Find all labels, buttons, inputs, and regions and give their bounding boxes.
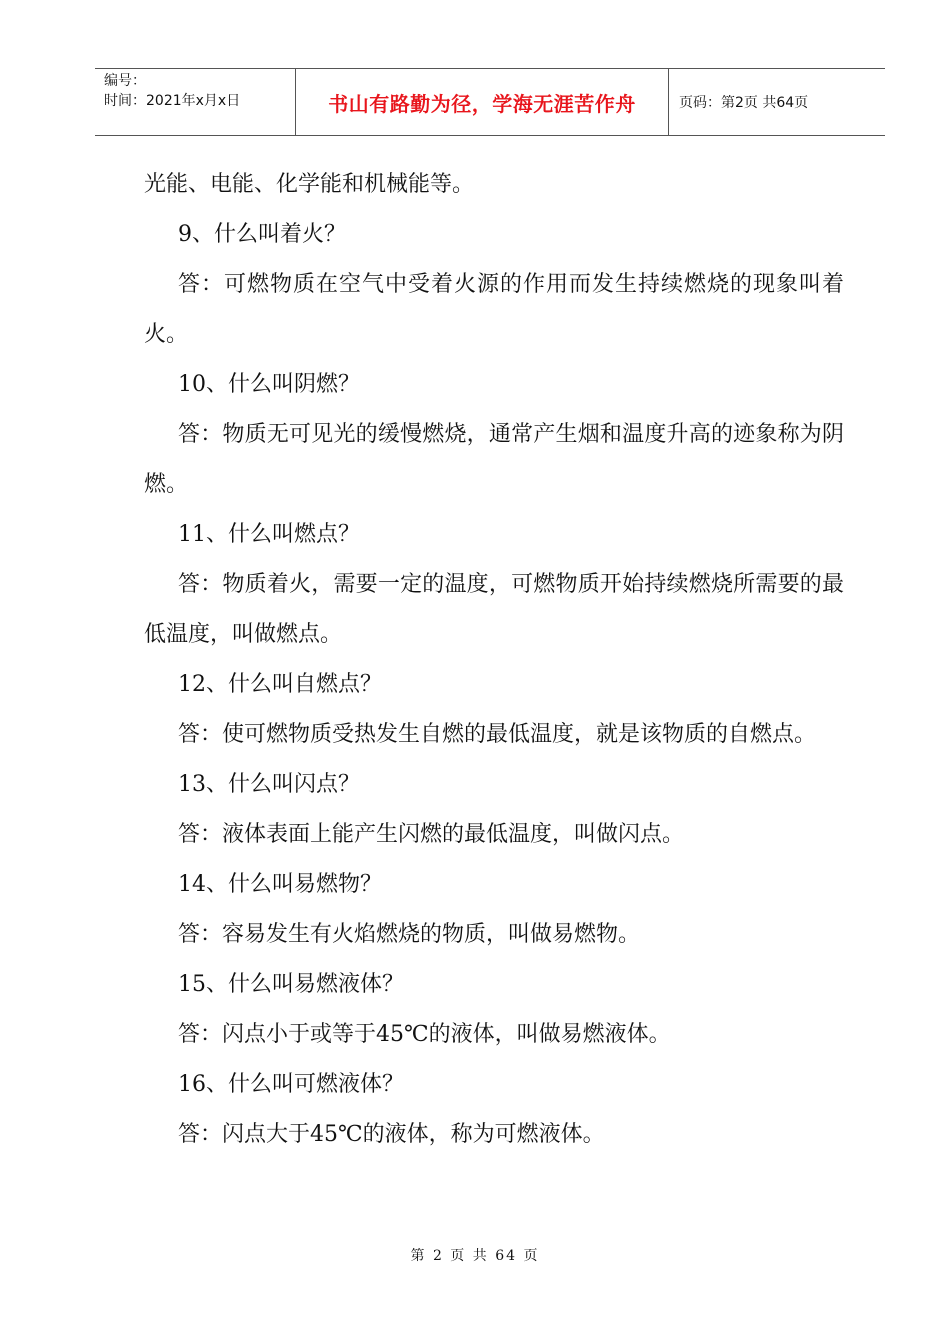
question: 16、什么叫可燃液体？ (178, 1072, 404, 1097)
document-body (144, 160, 844, 1160)
question: 15、什么叫易燃液体？ (178, 972, 404, 997)
answer: 答：物质无可见光的缓慢燃烧，通常产生烟和温度升高的迹象称为阴燃。 (144, 422, 844, 497)
answer: 答：物质着火，需要一定的温度，可燃物质开始持续燃烧所需要的最低温度，叫做燃点。 (144, 572, 844, 647)
paragraph: 光能、电能、化学能和机械能等。 (144, 172, 475, 197)
header-page-info: 页码：第2页 共64页 (679, 95, 809, 111)
header-meta (95, 69, 296, 135)
answer: 答：容易发生有火焰燃烧的物质，叫做易燃物。 (178, 922, 641, 947)
question: 11、什么叫燃点？ (178, 522, 360, 547)
answer: 答：闪点大于45℃的液体，称为可燃液体。 (178, 1122, 605, 1147)
question: 9、什么叫着火？ (178, 222, 346, 247)
document-number-label: 编号： (104, 73, 146, 89)
question: 13、什么叫闪点？ (178, 772, 360, 797)
answer: 答：闪点小于或等于45℃的液体，叫做易燃液体。 (178, 1022, 671, 1047)
answer: 答：液体表面上能产生闪燃的最低温度，叫做闪点。 (178, 822, 685, 847)
question: 14、什么叫易燃物？ (178, 872, 382, 897)
page-footer: 第 2 页 共 64 页 (410, 1248, 540, 1264)
question: 12、什么叫自燃点？ (178, 672, 382, 697)
answer: 答：可燃物质在空气中受着火源的作用而发生持续燃烧的现象叫着火。 (144, 272, 844, 347)
header-motto: 书山有路勤为径，学海无涯苦作舟 (296, 69, 669, 135)
question: 10、什么叫阴燃？ (178, 372, 360, 397)
answer: 答：使可燃物质受热发生自燃的最低温度，就是该物质的自燃点。 (178, 722, 817, 747)
page-header (95, 68, 885, 136)
document-time-label: 时间：2021年x月x日 (104, 93, 241, 109)
